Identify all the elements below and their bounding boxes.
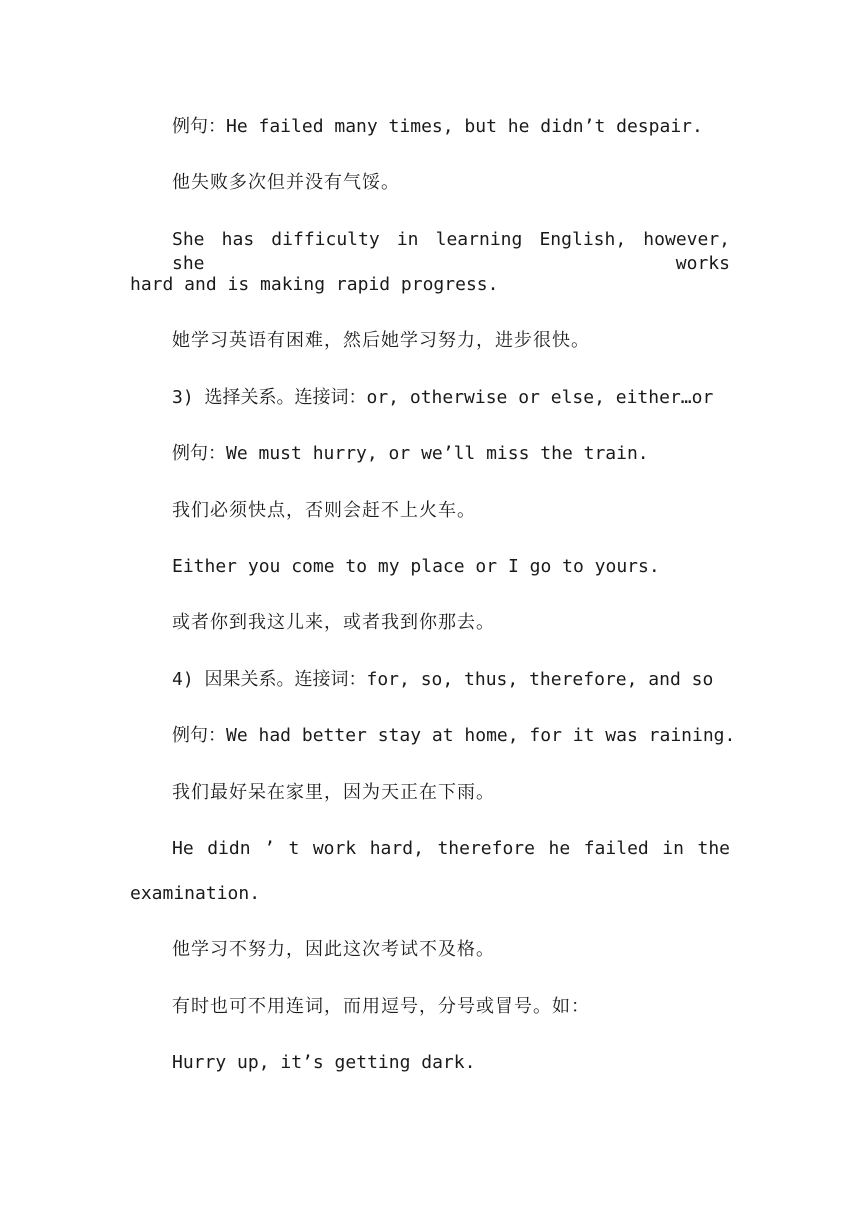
translation-2: 她学习英语有困难，然后她学习努力，进步很快。 [172, 330, 590, 351]
example-sentence-2-line-2: hard and is making rapid progress. [130, 274, 499, 295]
example-sentence-6-line-2: examination. [130, 883, 261, 904]
translation-6: 他学习不努力，因此这次考试不及格。 [172, 939, 495, 960]
translation-4: 或者你到我这儿来，或者我到你那去。 [172, 612, 495, 633]
example-sentence-2-line-1: She has difficulty in learning English, however, she works [172, 229, 730, 274]
example-sentence-1: 例句：He failed many times, but he didn’t despair. [172, 116, 703, 137]
example-sentence-4: Either you come to my place or I go to yours. [172, 556, 660, 577]
example-sentence-7: Hurry up, it’s getting dark. [172, 1052, 476, 1073]
section-heading-3: 3) 选择关系。连接词：or, otherwise or else, either…or [172, 387, 714, 408]
note-paragraph: 有时也可不用连词，而用逗号，分号或冒号。如： [172, 996, 590, 1017]
section-heading-4: 4) 因果关系。连接词：for, so, thus, therefore, and so [172, 669, 714, 690]
example-sentence-6-line-1: He didn ’ t work hard, therefore he failed in the [172, 838, 730, 859]
translation-3: 我们必须快点，否则会赶不上火车。 [172, 500, 476, 521]
translation-5: 我们最好呆在家里，因为天正在下雨。 [172, 782, 495, 803]
example-sentence-3: 例句：We must hurry, or we’ll miss the train. [172, 443, 649, 464]
example-sentence-5: 例句：We had better stay at home, for it was raining. [172, 725, 736, 746]
translation-1: 他失败多次但并没有气馁。 [172, 172, 400, 193]
